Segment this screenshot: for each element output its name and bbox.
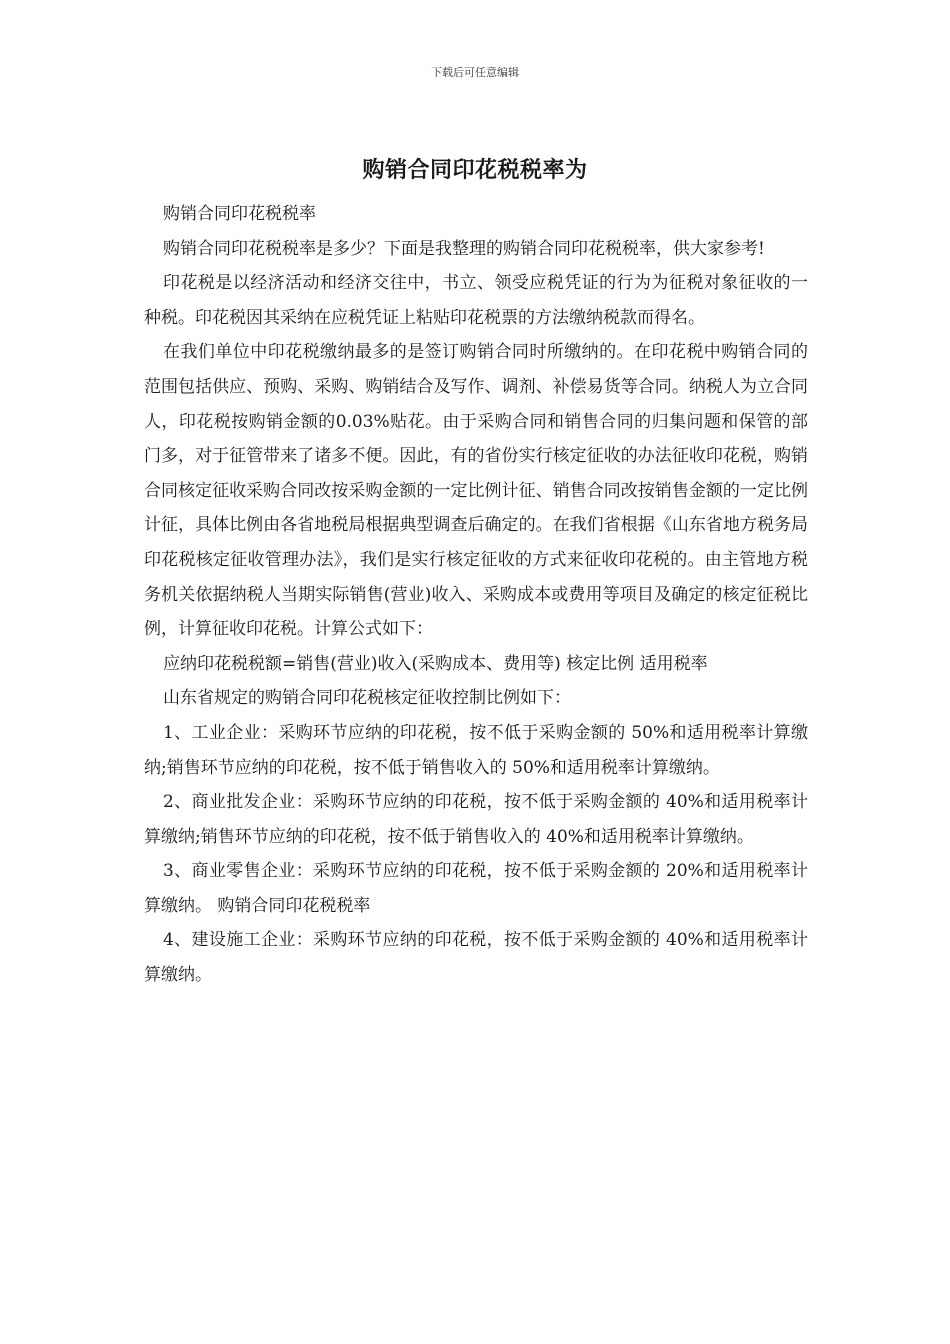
paragraph-intro: 购销合同印花税税率是多少？下面是我整理的购销合同印花税税率，供大家参考! <box>163 238 765 259</box>
list-item-retail: 3、商业零售企业：采购环节应纳的印花税，按不低于采购金额的 20%和适用税率计算缴纳。 购销合同印花税税率 <box>144 861 808 916</box>
document-body <box>144 197 808 993</box>
paragraph-formula: 应纳印花税税额=销售(营业)收入(采购成本、费用等) 核定比例 适用税率 <box>163 653 708 674</box>
page-header-note: 下载后可任意编辑 <box>431 66 519 79</box>
document-title: 购销合同印花税税率为 <box>362 157 588 183</box>
paragraph-definition: 印花税是以经济活动和经济交往中，书立、领受应税凭证的行为为征税对象征收的一种税。印花税因其采纳在应税凭证上粘贴印花税票的方法缴纳税款而得名。 <box>144 273 808 328</box>
list-item-industrial: 1、工业企业：采购环节应纳的印花税，按不低于采购金额的 50%和适用税率计算缴纳;销售环节应纳的印花税，按不低于销售收入的 50%和适用税率计算缴纳。 <box>144 722 808 778</box>
list-item-construction: 4、建设施工企业：采购环节应纳的印花税，按不低于采购金额的 40%和适用税率计算缴纳。 <box>144 930 808 986</box>
list-item-wholesale: 2、商业批发企业：采购环节应纳的印花税，按不低于采购金额的 40%和适用税率计算缴纳;销售环节应纳的印花税，按不低于销售收入的 40%和适用税率计算缴纳。 <box>144 792 808 847</box>
paragraph-subtitle: 购销合同印花税税率 <box>163 204 316 224</box>
paragraph-main: 在我们单位中印花税缴纳最多的是签订购销合同时所缴纳的。在印花税中购销合同的范围包括供应、预购、采购、购销结合及写作、调剂、补偿易货等合同。纳税人为立合同人，印花税按购销金额的0.03%贴花。由于采购合同和销售合同的归集问题和保管的部门多，对于征管带来了诸多不便。因此，有的省份实行核定征收的办法征收印花税，购销合同核定征收采购合同改按采购金额的一定比例计征、销售合同改按销售金额的一定比例计征，具体比例由各省地税局根据典型调查后确定的。在我们省根据《山东省地方税务局印花税核定征收管理办法》，我们是实行核定征收的方式来征收印花税的。由主管地方税务机关依据纳税人当期实际销售(营业)收入、采购成本或费用等项目及确定的核定征税比例，计算征收印花税。计算公式如下： <box>144 342 808 640</box>
paragraph-ratio-intro: 山东省规定的购销合同印花税核定征收控制比例如下： <box>163 688 571 709</box>
